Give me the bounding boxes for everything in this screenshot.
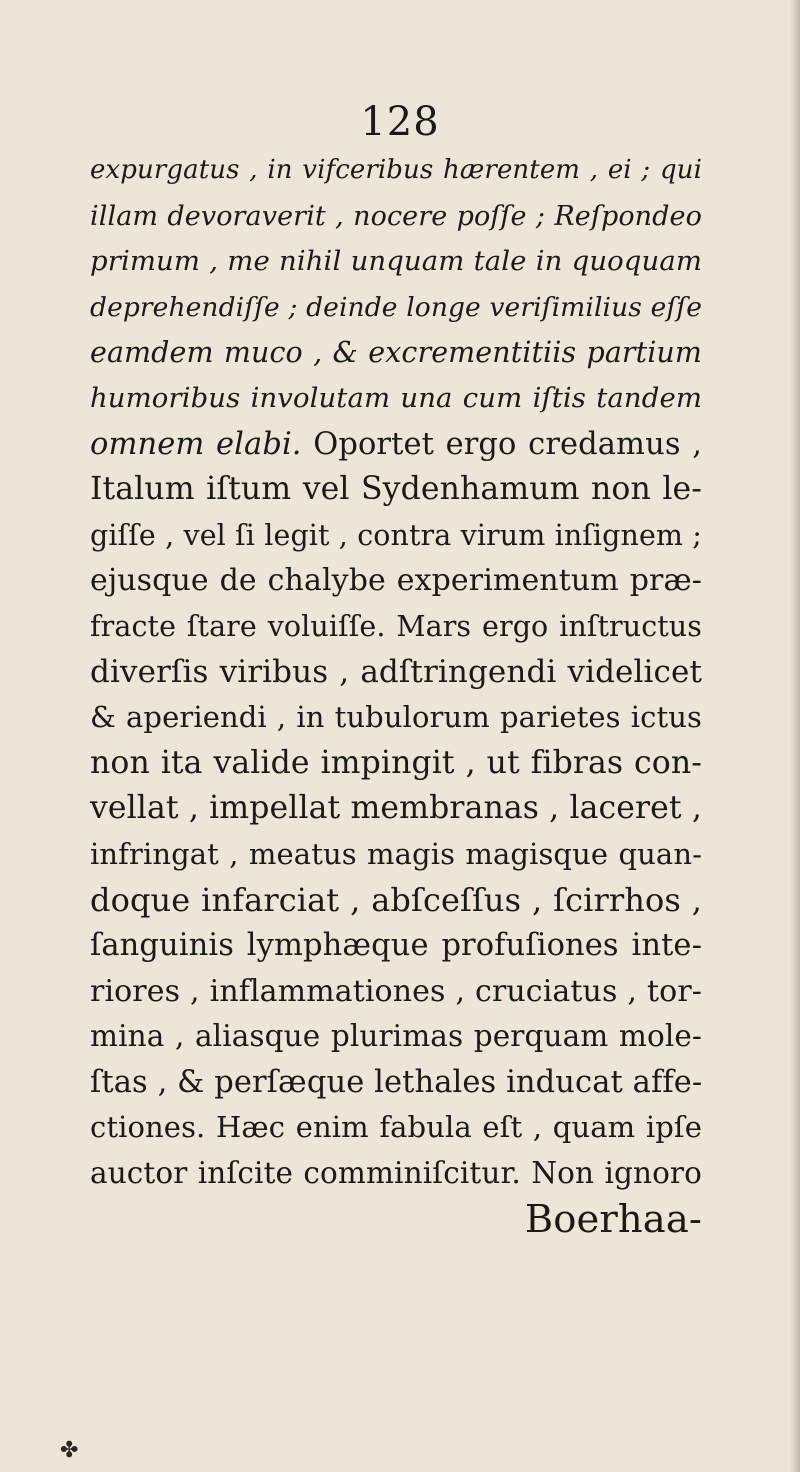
text-line-12: diverſis viribus , adſtringendi videlicet [90, 653, 702, 690]
text-line-13: & aperiendi , in tubulorum parietes ictus [90, 700, 702, 735]
text-line-6: humoribus involutam una cum iſtis tandem [90, 381, 702, 414]
text-line-14: non ita valide impingit , ut fibras con- [90, 744, 702, 781]
text-line-2: illam devoraverit , nocere poſſe ; Reſpondeo [90, 200, 702, 232]
text-line-9: giſſe , vel ſi legit , contra virum inſignem ; [90, 518, 702, 552]
text-line-20: mina , aliasque plurimas perquam mole- [90, 1019, 702, 1054]
text-line-11: fracte ſtare voluiſſe. Mars ergo inſtructus [90, 609, 702, 643]
text-line-5: eamdem muco , & excrementitiis partium [90, 336, 702, 370]
printer-mark-icon: ✤ [60, 1438, 79, 1463]
text-line-16: infringat , meatus magis magisque quan- [90, 836, 702, 871]
text-line-23: auctor inſcite comminiſcitur. Non ignoro [90, 1156, 702, 1191]
text-line-7: omnem elabi. Oportet ergo credamus , [90, 426, 702, 462]
page-number: 128 [360, 99, 440, 145]
text-line-4: deprehendiſſe ; deinde longe veriſimilius eſſe [90, 291, 702, 323]
text-line-8: Italum iſtum vel Sydenhamum non le- [90, 471, 702, 508]
text-line-17: doque infarciat , abſceſſus , ſcirrhos , [90, 880, 702, 919]
text-line-19: riores , inflammationes , cruciatus , tor- [90, 973, 702, 1009]
text-line-21: ſtas , & perſæque lethales inducat affe- [90, 1064, 703, 1100]
text-line-22: ctiones. Hæc enim fabula eſt , quam ipſe [90, 1110, 702, 1145]
catchword: Boerhaa- [524, 1196, 702, 1242]
text-line-7-italic: omnem elabi. [90, 426, 302, 462]
page-edge-shadow [790, 0, 800, 1472]
text-line-15: vellat , impellat membranas , laceret , [90, 790, 702, 827]
text-line-1: expurgatus , in vifceribus hærentem , ei ; qui [90, 155, 702, 185]
text-line-18: ſanguinis lymphæque profuſiones inte- [90, 928, 702, 964]
body-text [90, 148, 702, 1242]
text-line-10: ejusque de chalybe experimentum præ- [90, 563, 702, 599]
text-line-3: primum , me nihil unquam tale in quoquam [90, 245, 702, 278]
